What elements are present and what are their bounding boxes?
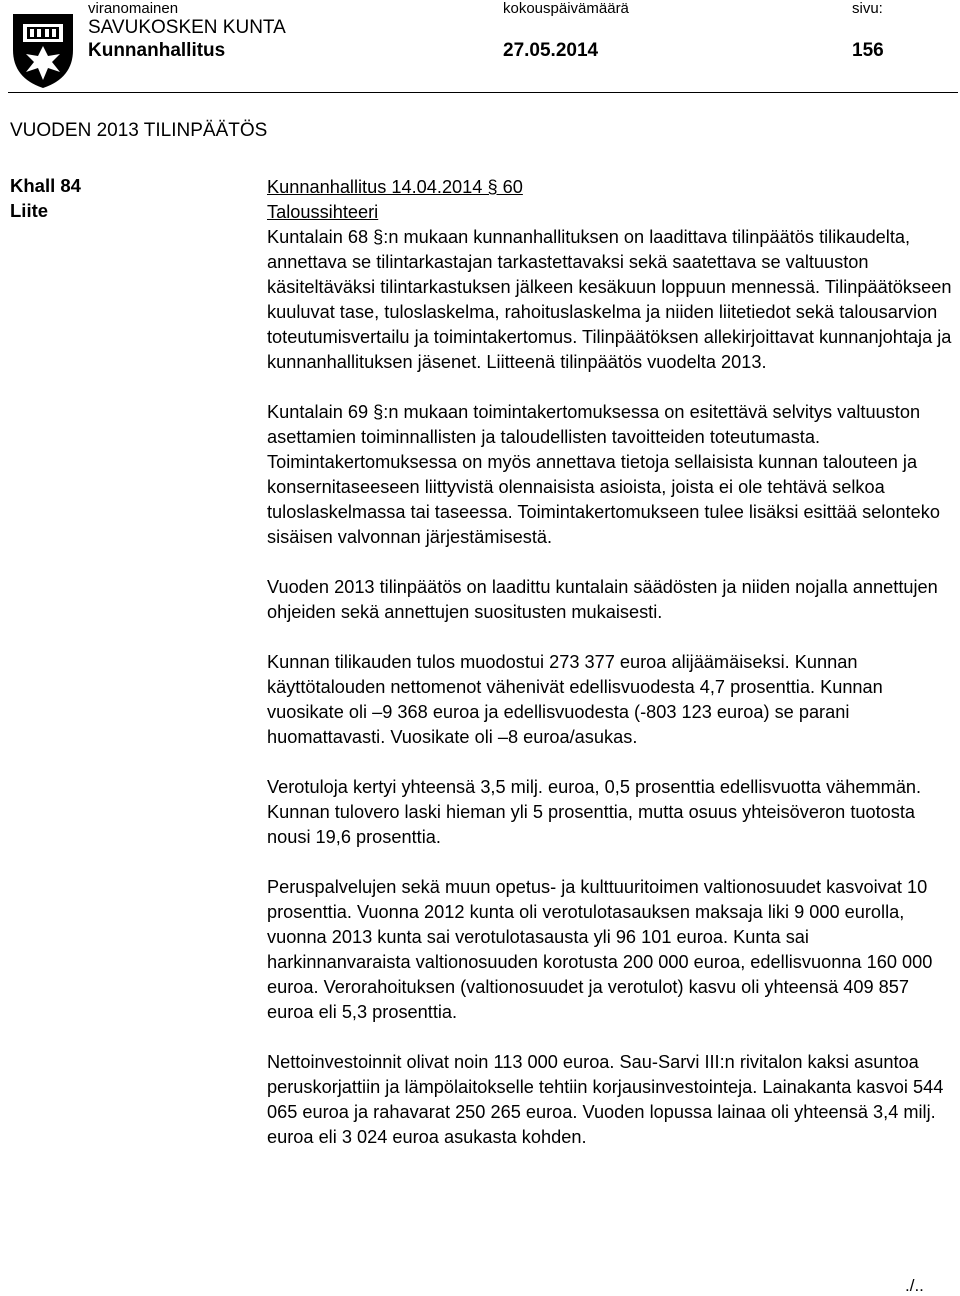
document-body bbox=[267, 175, 957, 1150]
paragraph: Peruspalvelujen sekä muun opetus- ja kulttuuritoimen valtionosuudet kasvoivat 10 prosenttia. Vuonna 2012 kunta oli verotulotasauksen maksaja liki 9 000 eurolla, vuonna 2013 kunta sai verotulotasausta yli 96 101 euroa. Kunta sai harkinnanvaraista valtionosuuden korotusta 200 000 euroa, edellisvuonna 160 000 euroa. Verorahoituksen (valtionosuudet ja verotulot) kasvu oli yhteensä 409 857 euroa eli 5,3 prosenttia. bbox=[267, 877, 933, 1022]
document-title: VUODEN 2013 TILINPÄÄTÖS bbox=[10, 120, 268, 141]
paragraph: Kuntalain 69 §:n mukaan toimintakertomuksessa on esitettävä selvitys valtuuston asettamien toiminnallisten ja taloudellisten tavoitteiden toteutumasta. Toimintakertomuksessa on myös annettava tietoja sellaisista kunnan talouteen ja konsernitaseeseen liittyvistä olennaisista asioista, joista ei ole tehtävä selkoa tuloslaskelmassa tai taseessa. Toimintakertomukseen tulee lisäksi esittää selonteko sisäisen valvonnan järjestämisestä. bbox=[267, 402, 940, 547]
meeting-reference: Kunnanhallitus 14.04.2014 § 60 bbox=[267, 177, 523, 197]
header-divider bbox=[8, 92, 958, 93]
header-page-number: 156 bbox=[852, 40, 884, 61]
municipality-name: SAVUKOSKEN KUNTA bbox=[88, 17, 286, 38]
paragraph: Kunnan tilikauden tulos muodostui 273 377 euroa alijäämäiseksi. Kunnan käyttötalouden nettomenot vähenivät edellisvuodesta 4,7 prosenttia. Kunnan vuosikate oli –9 368 euroa ja edellisvuodesta (-803 123 euroa) se parani huomattavasti. Vuosikate oli –8 euroa/asukas. bbox=[267, 652, 883, 747]
coat-of-arms-icon bbox=[8, 10, 78, 90]
khall-number: Khall 84 bbox=[10, 175, 81, 196]
header-date: 27.05.2014 bbox=[503, 40, 599, 61]
paragraph: Kuntalain 68 §:n mukaan kunnanhallituksen on laadittava tilinpäätös tilikaudelta, annettava se tilintarkastajan tarkastettavaksi sekä saatettava se valtuuston käsiteltäväksi tilintarkastuksen jälkeen kesäkuun loppuun mennessä. Tilinpäätökseen kuuluvat tase, tuloslaskelma, rahoituslaskelma ja niiden liitetiedot sekä talousarvion toteutumisvertailu ja toimintakertomus. Tilinpäätöksen allekirjoittavat kunnanjohtaja ja kunnanhallituksen jäsenet. Liitteenä tilinpäätös vuodelta 2013. bbox=[267, 227, 952, 372]
paragraph: Verotuloja kertyi yhteensä 3,5 milj. euroa, 0,5 prosenttia edellisvuotta vähemmän. Kunnan tulovero laski hieman yli 5 prosenttia, mutta osuus yhteisöveron tuotosta nousi 19,6 prosenttia. bbox=[267, 777, 922, 847]
paragraph: Vuoden 2013 tilinpäätös on laadittu kuntalain säädösten ja niiden nojalla annettujen ohjeiden sekä annettujen suositusten mukaisesti. bbox=[267, 577, 938, 622]
header-body: Kunnanhallitus bbox=[88, 40, 226, 61]
continuation-mark: ./.. bbox=[905, 1276, 924, 1295]
header-page-label: sivu: bbox=[852, 0, 883, 17]
header-date-label: kokouspäivämäärä bbox=[503, 0, 629, 17]
header-official-label: viranomainen bbox=[88, 0, 179, 17]
liite-label: Liite bbox=[10, 200, 49, 221]
preparer: Taloussihteeri bbox=[267, 202, 379, 222]
paragraph: Nettoinvestoinnit olivat noin 113 000 euroa. Sau-Sarvi III:n rivitalon kaksi asuntoa peruskorjattiin ja lämpölaitokselle tehtiin korjausinvestointeja. Lainakanta kasvoi 544 065 euroa ja rahavarat 250 265 euroa. Vuoden lopussa lainaa oli yhteensä 3,4 milj. euroa eli 3 024 euroa asukasta kohden. bbox=[267, 1052, 944, 1147]
